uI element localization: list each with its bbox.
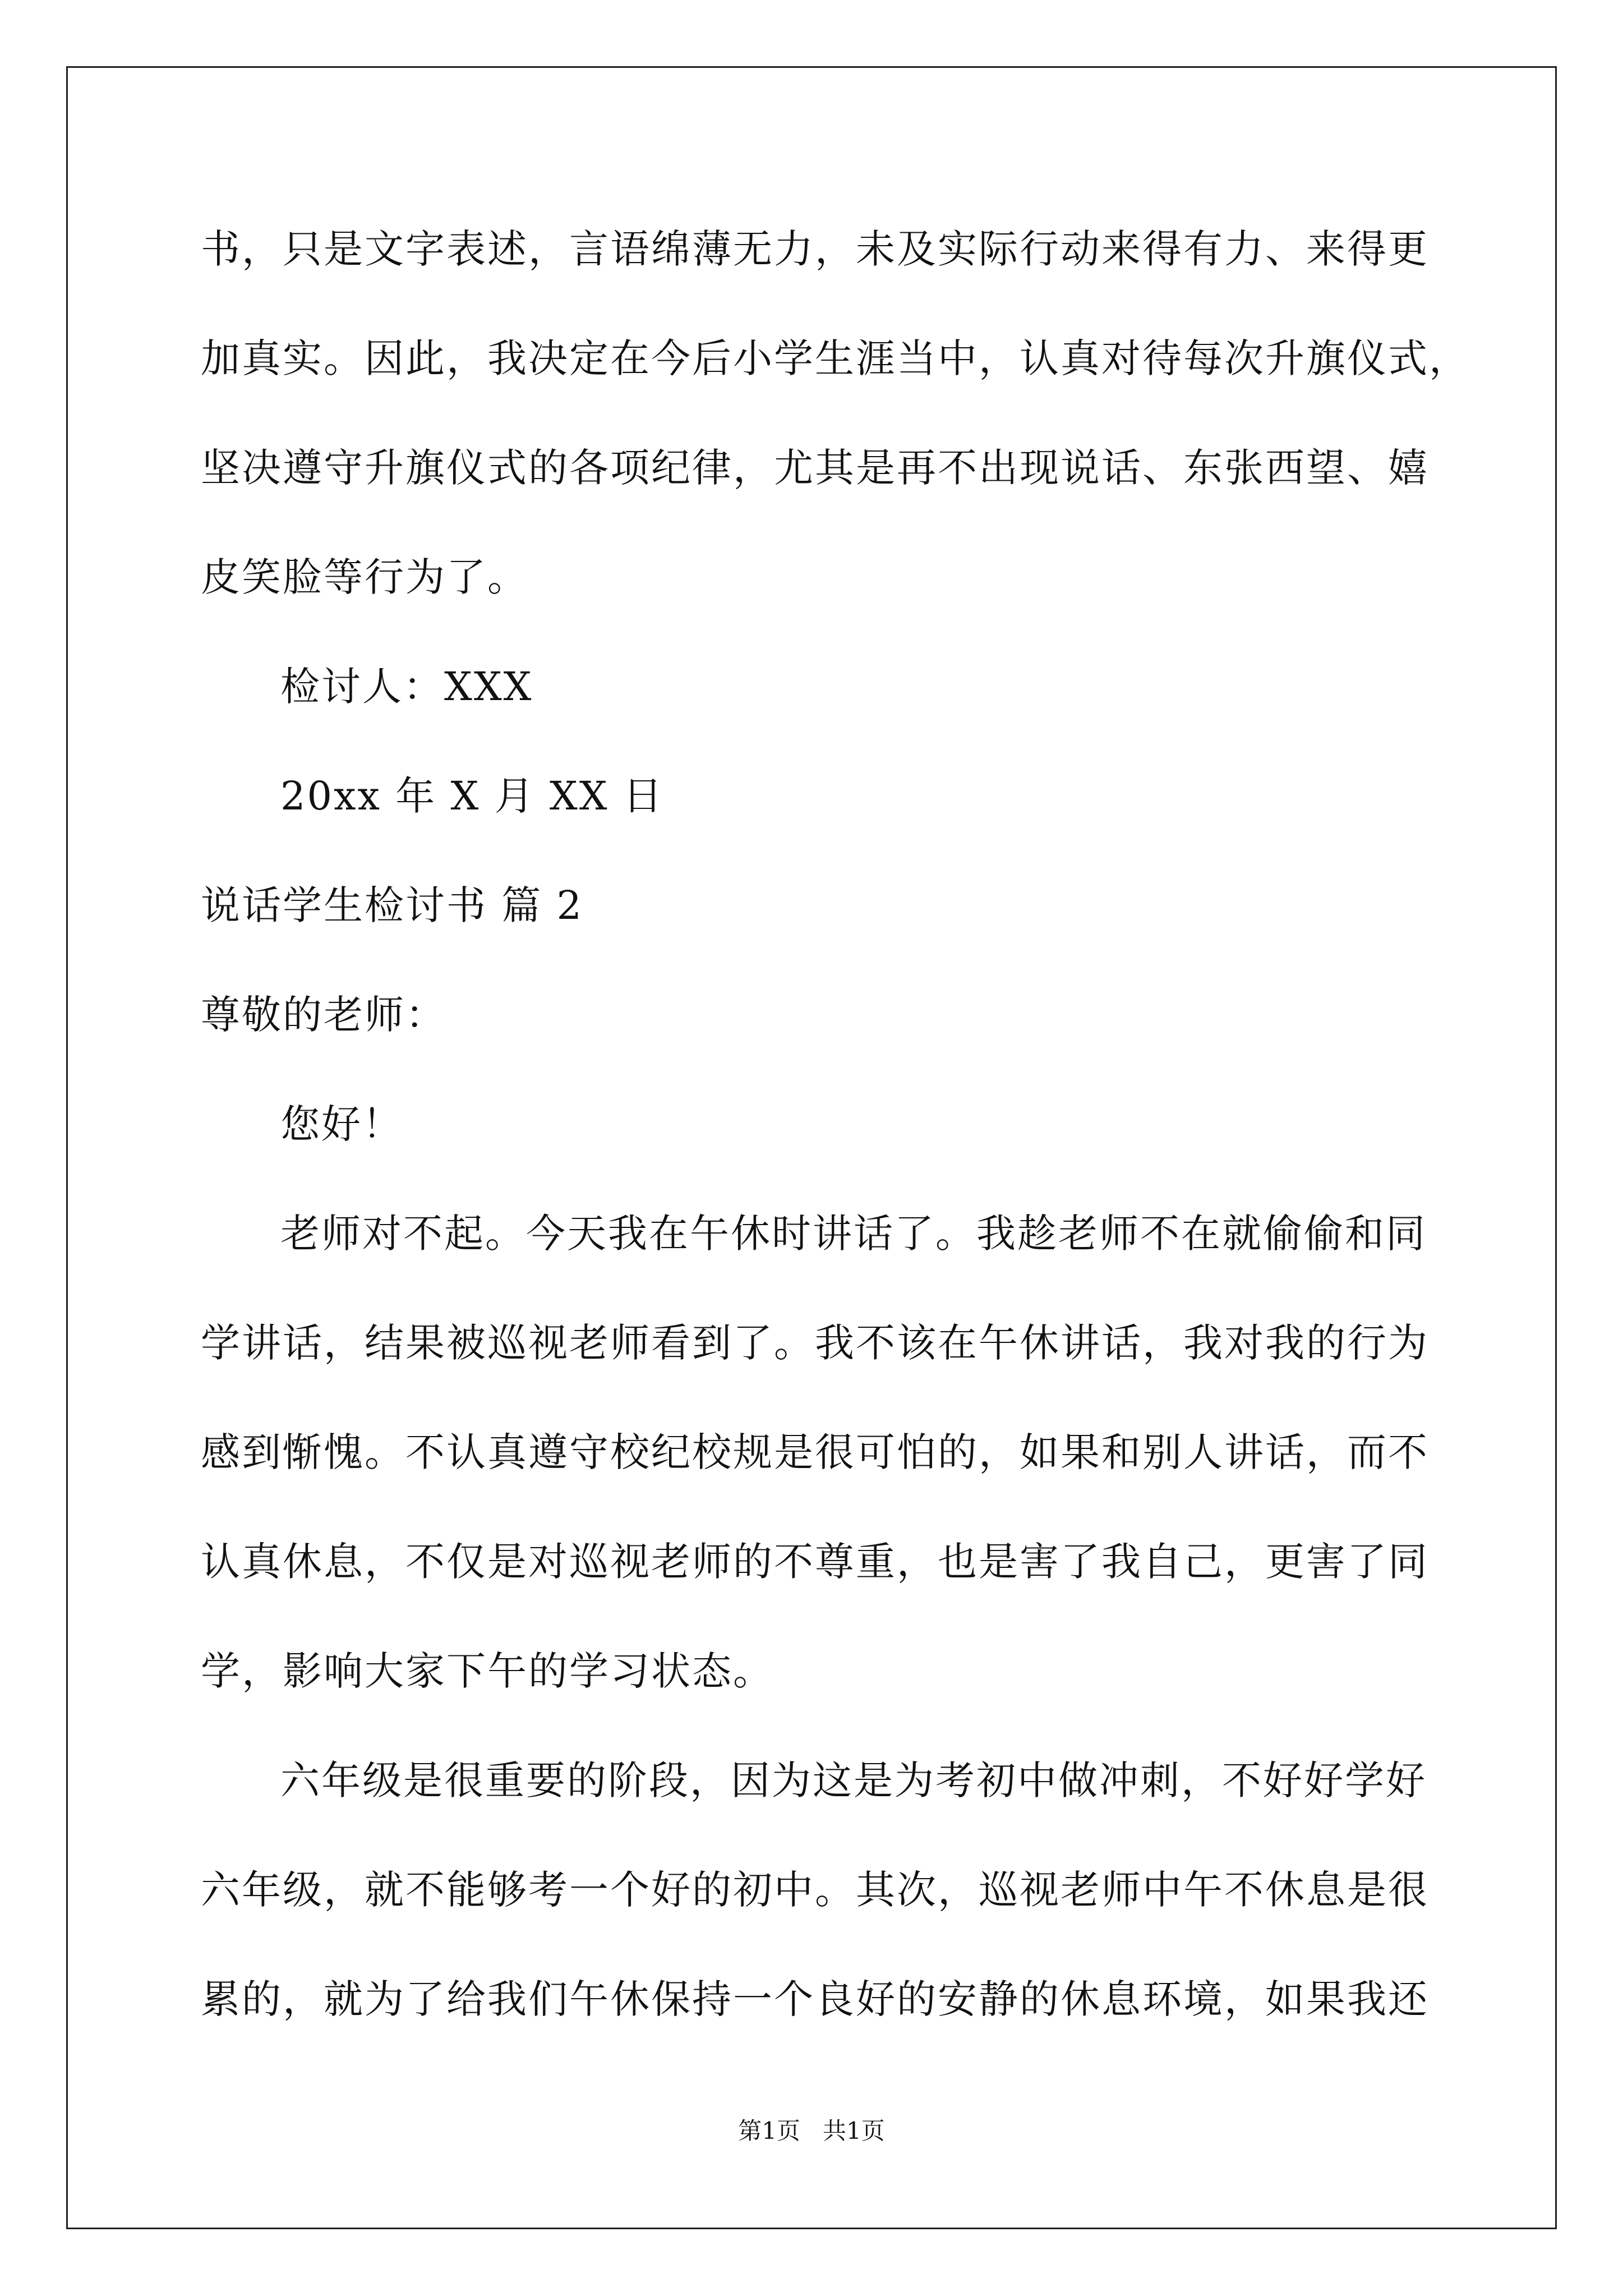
body-line: 加真实。因此，我决定在今后小学生涯当中，认真对待每次升旗仪式，	[201, 335, 1470, 381]
paragraph-line: 六年级，就不能够考一个好的初中。其次，巡视老师中午不休息是很	[201, 1867, 1429, 1913]
paragraph-line: 学，影响大家下午的学习状态。	[201, 1648, 774, 1694]
salutation: 尊敬的老师：	[201, 992, 446, 1038]
signature-date: 20xx 年 X 月 XX 日	[280, 773, 664, 819]
body-line: 坚决遵守升旗仪式的各项纪律，尤其是再不出现说话、东张西望、嬉	[201, 445, 1429, 491]
paragraph-line: 累的，就为了给我们午休保持一个良好的安静的休息环境，如果我还	[201, 1976, 1429, 2022]
section-title: 说话学生检讨书 篇 2	[201, 882, 584, 928]
body-line: 书，只是文字表述，言语绵薄无力，未及实际行动来得有力、来得更	[201, 226, 1429, 272]
paragraph-line: 感到惭愧。不认真遵守校纪校规是很可怕的，如果和别人讲话，而不	[201, 1429, 1429, 1475]
paragraph-line: 认真休息，不仅是对巡视老师的不尊重，也是害了我自己，更害了同	[201, 1539, 1429, 1585]
paragraph-line: 学讲话，结果被巡视老师看到了。我不该在午休讲话，我对我的行为	[201, 1320, 1429, 1366]
paragraph-line: 六年级是很重要的阶段，因为这是为考初中做冲刺，不好好学好	[280, 1757, 1427, 1803]
body-line: 皮笑脸等行为了。	[201, 554, 528, 600]
reviewer-signature: 检讨人：XXX	[280, 664, 533, 710]
paragraph-line: 老师对不起。今天我在午休时讲话了。我趁老师不在就偷偷和同	[280, 1211, 1427, 1257]
page-footer: 第1页 共1页	[738, 2117, 885, 2145]
greeting: 您好！	[280, 1101, 403, 1147]
